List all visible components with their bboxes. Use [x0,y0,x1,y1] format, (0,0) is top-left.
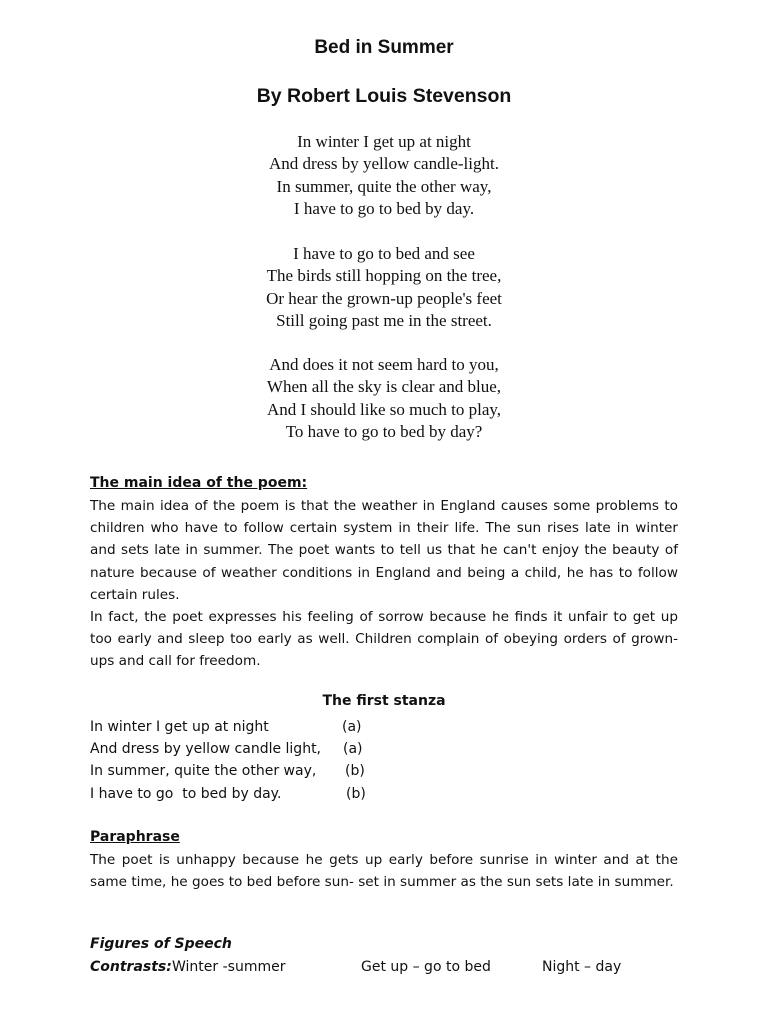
paraphrase-body: The poet is unhappy because he gets up early before sunrise in winter and at the same time, he goes to bed before sun- set in summer as the sun sets late in summer. [90,852,678,891]
rhyme-line: And dress by yellow candle light, [90,741,322,758]
rhyme-line: I have to go to bed by day. [90,785,282,802]
poem-title: Bed in Summer [314,37,454,58]
contrast-item: Night – day [542,959,622,975]
poem-line: The birds still hopping on the tree, [266,266,502,286]
main-idea-heading: The main idea of the poem: [90,475,308,491]
contrast-item: Winter -summer [172,959,286,975]
first-stanza-heading: The first stanza [322,693,446,709]
rhyme-tag: (a) [342,719,362,735]
poem-line: And does it not seem hard to you, [269,355,499,374]
rhyme-line: In summer, quite the other way, [90,763,317,780]
poem-line: In summer, quite the other way, [276,176,492,196]
poem-line: Still going past me in the street. [276,310,492,330]
poem-line: I have to go to bed and see [293,244,475,263]
rhyme-tag: (b) [345,763,365,780]
main-idea-body [90,495,678,673]
poem-line: And I should like so much to play, [266,399,502,419]
contrasts-label: Contrasts: [90,959,172,975]
poem-stanza-1 [0,131,768,220]
poem-stanza-2 [0,243,768,332]
paraphrase-heading: Paraphrase [90,829,180,845]
rhyme-tag: (a) [343,741,363,758]
figures-of-speech-heading: Figures of Speech [90,936,232,952]
poem-author: By Robert Louis Stevenson [256,85,512,107]
rhyme-line: In winter I get up at night [90,719,269,735]
rhyme-tag: (b) [346,785,366,802]
poem-line: And dress by yellow candle-light. [269,154,499,174]
poem-line: When all the sky is clear and blue, [266,377,502,397]
poem-line: To have to go to bed by day? [285,421,483,441]
contrast-item: Get up – go to bed [361,959,491,975]
poem-line: I have to go to bed by day. [293,198,475,218]
poem-line: Or hear the grown-up people's feet [266,288,502,308]
poem-stanza-3 [0,354,768,443]
main-idea-paragraph: In fact, the poet expresses his feeling of sorrow because he finds it unfair to get up too early and sleep too early as well. Children complain of obeying orders of grown- ups and call for freedom. [90,609,678,670]
poem-line: In winter I get up at night [297,132,471,151]
contrasts-row [90,959,690,981]
main-idea-paragraph: The main idea of the poem is that the weather in England causes some problems to children who have to follow certain system in their life. The sun rises late in winter and sets late in summer. The poet wants to tell us that he can't enjoy the beauty of nature because of weather conditions in England and being a child, he has to follow certain rules. [90,498,678,603]
